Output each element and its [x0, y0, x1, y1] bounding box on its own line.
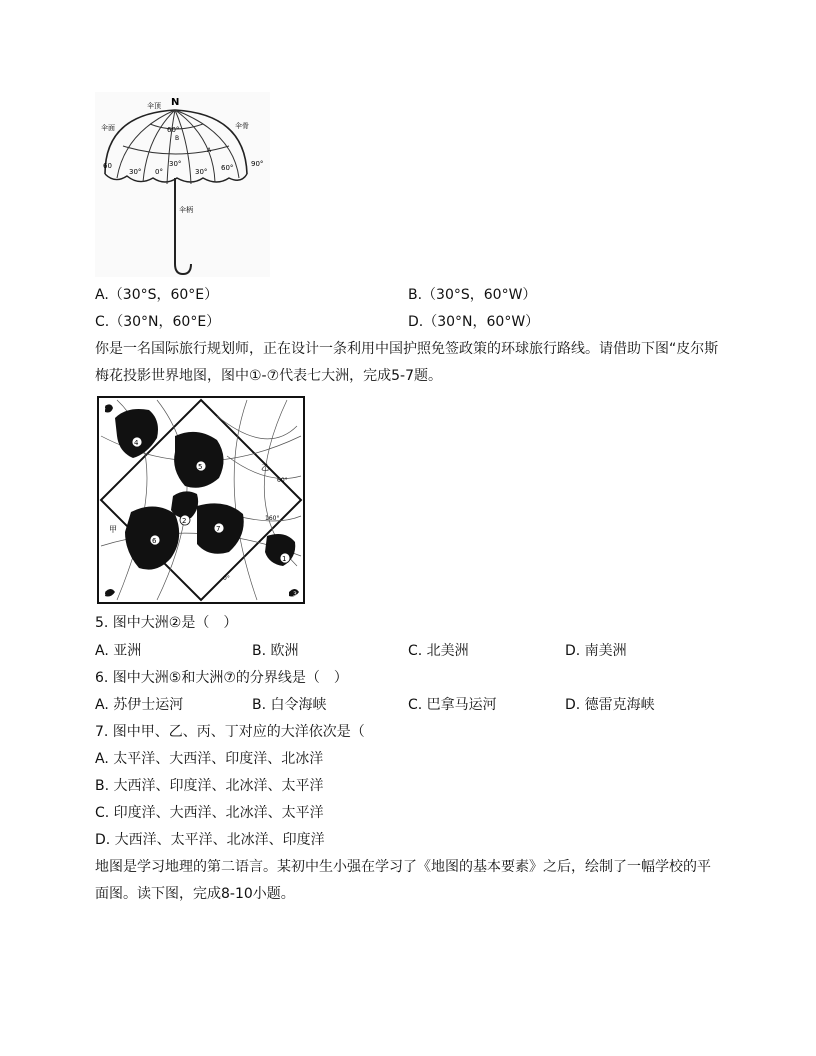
canopy-top-label: 伞顶: [147, 102, 161, 110]
point-a-label: A: [207, 147, 212, 154]
lon30e-label: 30°: [195, 168, 208, 176]
rib-label: 伞骨: [235, 122, 249, 130]
q5-option-c: C. 北美洲: [408, 643, 469, 659]
ocean-yi-label: 乙: [261, 463, 269, 472]
continent-4-label: 4: [134, 439, 139, 447]
lon30w-label: 30°: [129, 168, 142, 176]
lon60e-label: 60°: [221, 164, 234, 172]
canopy-surface-label: 伞面: [101, 124, 115, 132]
q6-option-d: D. 德雷克海峡: [565, 697, 655, 713]
umbrella-figure: [95, 92, 270, 277]
lat30-label: 30°: [169, 160, 182, 168]
deg160-label: 160°: [265, 515, 280, 522]
q5-option-b: B. 欧洲: [252, 643, 299, 659]
q7-stem: 7. 图中甲、乙、丙、丁对应的大洋依次是（: [95, 724, 365, 740]
north-label: N: [171, 97, 180, 108]
lat60-label: 60°: [167, 126, 180, 134]
q6-option-b: B. 白令海峡: [252, 697, 327, 713]
q5-stem: 5. 图中大洲②是（ ）: [95, 615, 238, 631]
corner-bl-label: 3: [102, 591, 106, 598]
deg0-label: 0°: [223, 575, 230, 582]
lat0-label: 0°: [155, 168, 163, 176]
q6-option-c: C. 巴拿马运河: [408, 697, 497, 713]
continent-6-label: 6: [152, 537, 157, 545]
world-map-figure: [97, 396, 305, 604]
q6-option-a: A. 苏伊士运河: [95, 697, 184, 713]
q4-option-c: C.（30°N，60°E）: [95, 314, 221, 330]
point-b-label: B: [175, 135, 180, 142]
corner-br-label: 3: [293, 591, 297, 598]
continent-1-label: 1: [282, 555, 287, 563]
ocean-jia-label: 甲: [109, 525, 117, 534]
intro-map-paragraph: 地图是学习地理的第二语言。某初中生小强在学习了《地图的基本要素》之后，绘制了一幅学校的平面图。读下图，完成8-10小题。: [95, 859, 711, 902]
continent-2-label: 2: [182, 517, 187, 525]
deg60-label: 60°: [277, 477, 288, 484]
q4-option-b: B.（30°S，60°W）: [408, 287, 537, 303]
q4-option-a: A.（30°S，60°E）: [95, 287, 219, 303]
q7-option-c: C. 印度洋、大西洋、北冰洋、太平洋: [95, 805, 324, 821]
handle-label: 伞柄: [179, 206, 193, 214]
q5-option-d: D. 南美洲: [565, 643, 627, 659]
q4-option-d: D.（30°N，60°W）: [408, 314, 540, 330]
q6-stem: 6. 图中大洲⑤和大洲⑦的分界线是（ ）: [95, 670, 348, 686]
corner-tl-label: 3: [102, 405, 106, 412]
q7-option-b: B. 大西洋、印度洋、北冰洋、太平洋: [95, 778, 324, 794]
lon90-label: 90°: [251, 160, 264, 168]
q7-option-a: A. 太平洋、大西洋、印度洋、北冰洋: [95, 751, 324, 767]
q7-option-d: D. 大西洋、太平洋、北冰洋、印度洋: [95, 832, 325, 848]
lon60w-label: 60: [103, 162, 112, 170]
q5-option-a: A. 亚洲: [95, 643, 142, 659]
intro-travel-paragraph: 你是一名国际旅行规划师，正在设计一条利用中国护照免签政策的环球旅行路线。请借助下图“皮尔斯梅花投影世界地图，图中①-⑦代表七大洲，完成5-7题。: [95, 341, 719, 384]
continent-7-label: 7: [216, 525, 221, 533]
continent-5-label: 5: [198, 463, 203, 471]
